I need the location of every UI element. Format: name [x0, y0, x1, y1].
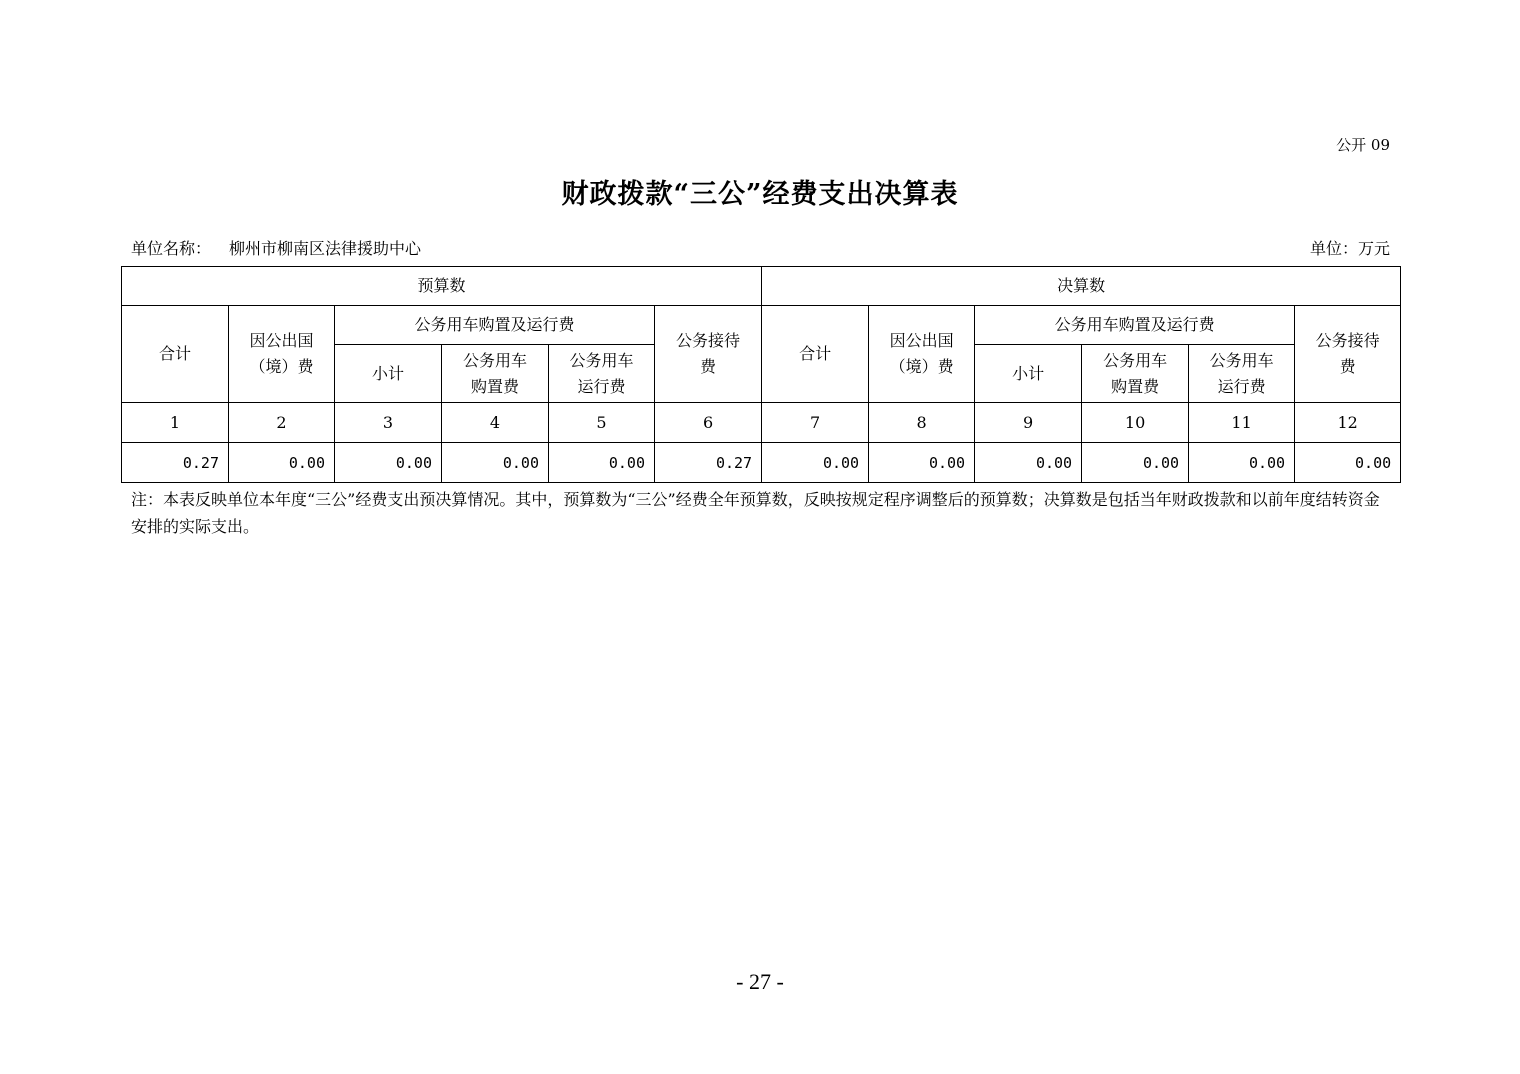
col-number: 11: [1189, 403, 1295, 443]
col-number: 8: [869, 403, 975, 443]
group-header-budget: 预算数: [122, 267, 762, 306]
col-number: 5: [549, 403, 655, 443]
value-cell: 0.00: [1082, 443, 1189, 483]
col-number: 6: [655, 403, 762, 443]
col-number: 9: [975, 403, 1082, 443]
col-number: 3: [335, 403, 442, 443]
value-cell: 0.00: [975, 443, 1082, 483]
unit-of-measure: 单位：万元: [1309, 239, 1390, 258]
header-budget-reception: 公务接待 费: [655, 306, 762, 403]
value-cell: 0.00: [869, 443, 975, 483]
col-number: 12: [1295, 403, 1401, 443]
header-budget-operate: 公务用车 运行费: [549, 345, 655, 403]
table-note: 注：本表反映单位本年度“三公”经费支出预决算情况。其中，预算数为“三公”经费全年预算数，反映按规定程序调整后的预算数；决算数是包括当年财政拨款和以前年度结转资金安排的实际支出。: [131, 490, 1380, 536]
unit-name: [131, 236, 421, 259]
header-final-reception: 公务接待 费: [1295, 306, 1401, 403]
header-final-total: 合计: [762, 306, 869, 403]
value-cell: 0.00: [762, 443, 869, 483]
column-number-row: [122, 403, 1401, 443]
value-cell: 0.00: [335, 443, 442, 483]
col-number: 7: [762, 403, 869, 443]
value-cell: 0.00: [229, 443, 335, 483]
value-cell: 0.00: [1295, 443, 1401, 483]
three-public-expense-table: [121, 266, 1401, 483]
col-number: 4: [442, 403, 549, 443]
header-final-purchase: 公务用车 购置费: [1082, 345, 1189, 403]
col-number: 1: [122, 403, 229, 443]
value-cell: 0.00: [442, 443, 549, 483]
value-cell: 0.27: [655, 443, 762, 483]
header-final-vehicle: 公务用车购置及运行费: [975, 306, 1295, 345]
document-title: 财政拨款“三公”经费支出决算表: [561, 179, 959, 210]
group-header-final: 决算数: [762, 267, 1401, 306]
header-final-subtotal: 小计: [975, 345, 1082, 403]
header-budget-total: 合计: [122, 306, 229, 403]
value-cell: 0.00: [549, 443, 655, 483]
value-row: [122, 443, 1401, 483]
col-number: 10: [1082, 403, 1189, 443]
header-final-abroad: 因公出国 （境）费: [869, 306, 975, 403]
page-number: - 27 -: [736, 969, 784, 994]
unit-name-label: 单位名称：: [131, 239, 212, 258]
header-budget-purchase: 公务用车 购置费: [442, 345, 549, 403]
unit-name-value: 柳州市柳南区法律援助中心: [229, 239, 422, 258]
header-final-operate: 公务用车 运行费: [1189, 345, 1295, 403]
header-budget-subtotal: 小计: [335, 345, 442, 403]
header-budget-vehicle: 公务用车购置及运行费: [335, 306, 655, 345]
col-number: 2: [229, 403, 335, 443]
document-code: 公开 09: [1336, 136, 1390, 154]
value-cell: 0.27: [122, 443, 229, 483]
header-budget-abroad: 因公出国 （境）费: [229, 306, 335, 403]
value-cell: 0.00: [1189, 443, 1295, 483]
